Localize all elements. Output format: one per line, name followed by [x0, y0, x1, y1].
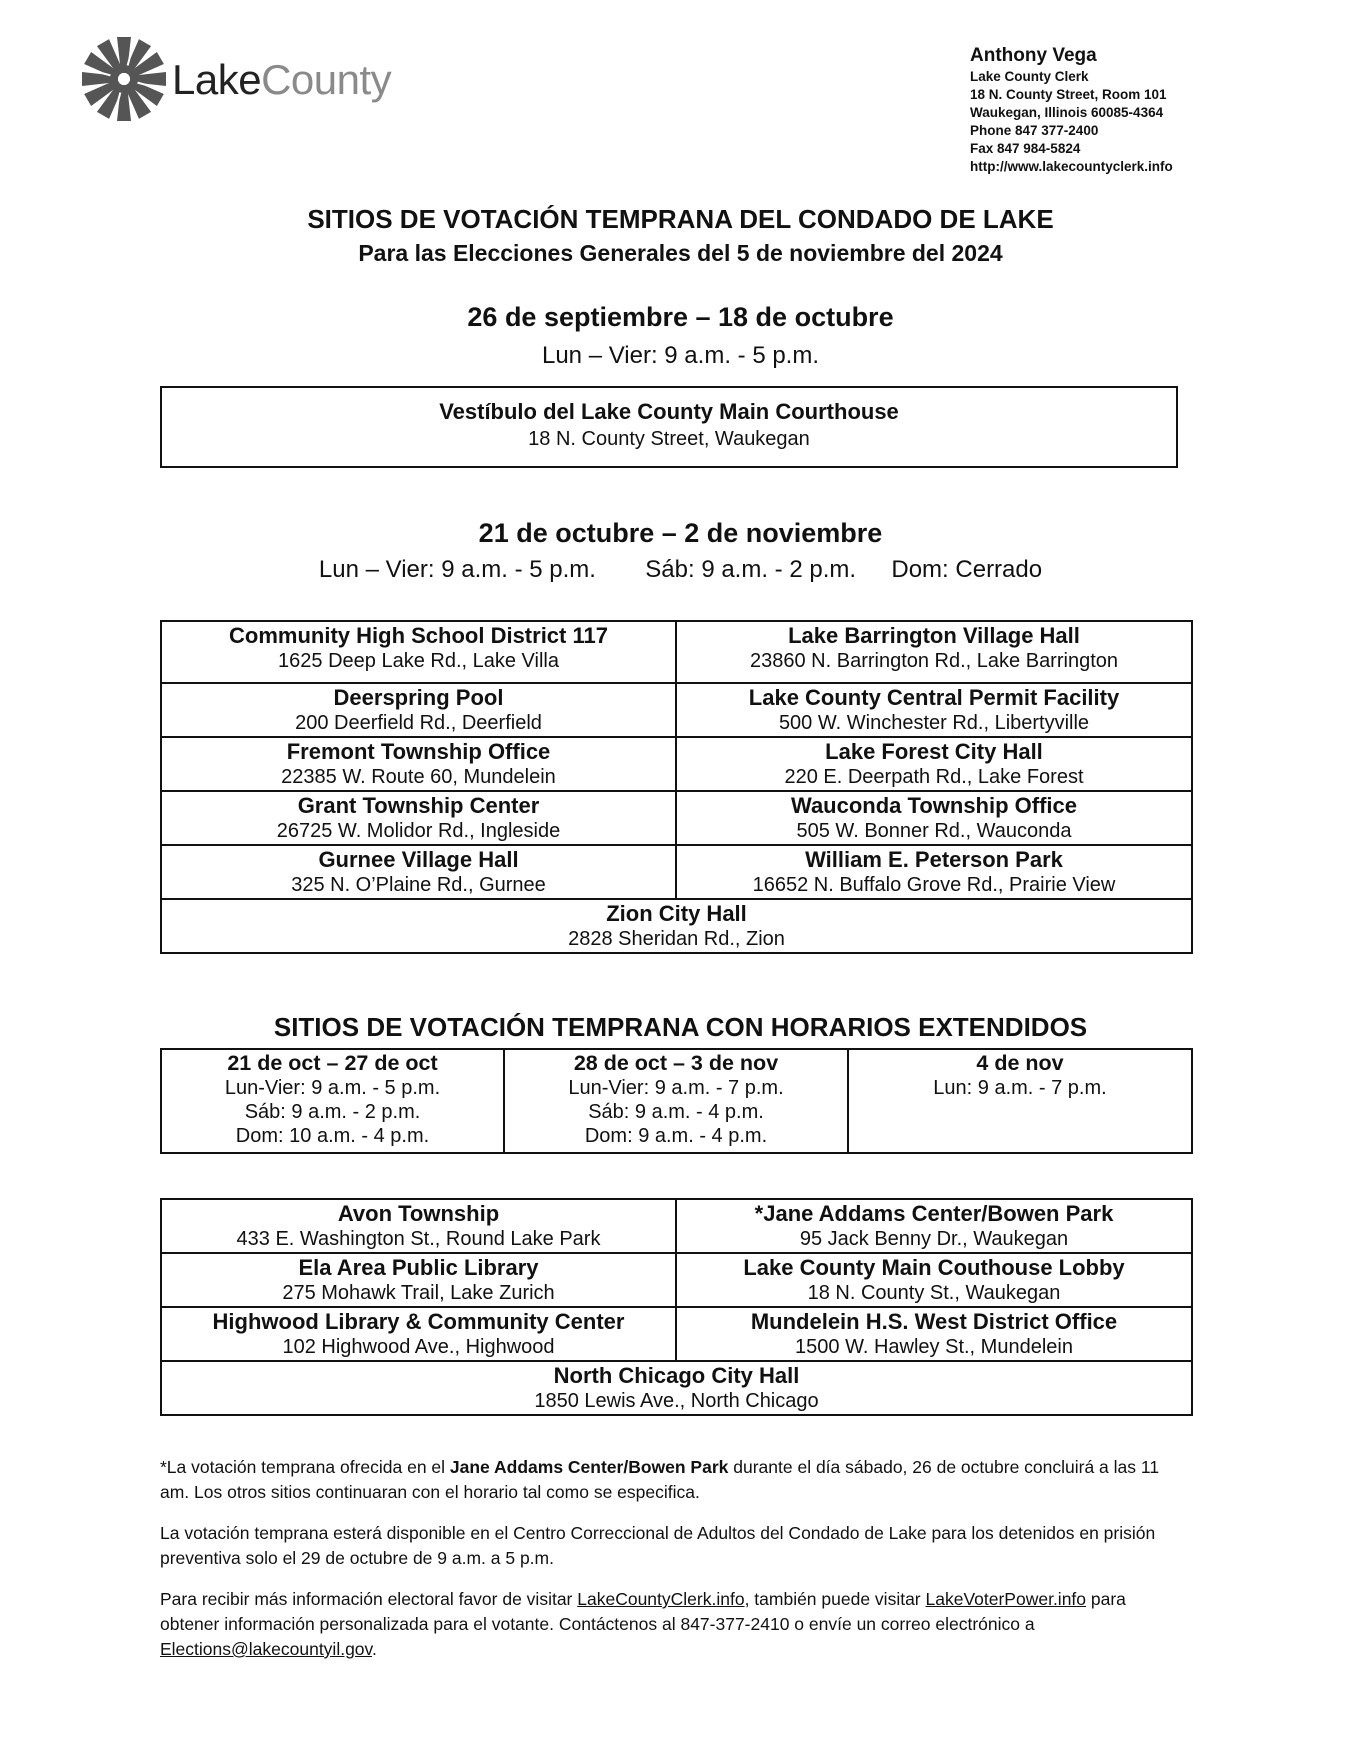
site-address: 26725 W. Molidor Rd., Ingleside: [276, 820, 561, 842]
table-row: [161, 683, 1192, 737]
site-name: Deerspring Pool: [333, 685, 504, 710]
period2-hours-weekday: Lun – Vier: 9 a.m. - 5 p.m.: [318, 556, 596, 583]
site-cell: [161, 899, 1192, 953]
note-text: , también puede visitar: [744, 1589, 926, 1609]
table-row: [161, 1307, 1192, 1361]
voter-power-link[interactable]: LakeVoterPower.info: [925, 1589, 1087, 1609]
hours-line: Lun: 9 a.m. - 7 p.m.: [933, 1077, 1107, 1099]
site-name: Avon Township: [337, 1201, 500, 1226]
note-text: durante el día sábado, 26 de octubre concluirá a las 11 am. Los otros sitios continuaran con el horario tal como se especifica.: [160, 1457, 1160, 1502]
note-text: para obtener información personalizada para el votante. Contáctenos al 847-377-2410 o envíe un correo electrónico a: [160, 1589, 1126, 1634]
site-cell: [676, 1253, 1192, 1307]
site-address: 23860 N. Barrington Rd., Lake Barrington: [750, 650, 1118, 672]
table-row: [161, 845, 1192, 899]
site-address: 505 W. Bonner Rd., Wauconda: [796, 820, 1072, 842]
period2-sites-table: [160, 620, 1193, 954]
period1-site-box: [160, 386, 1178, 468]
site-address: 325 N. O’Plaine Rd., Gurnee: [291, 874, 546, 896]
hours-line: Dom: 10 a.m. - 4 p.m.: [235, 1125, 430, 1147]
site-name: Community High School District 117: [229, 623, 608, 648]
hours-column-title: 28 de oct – 3 de nov: [573, 1051, 779, 1075]
starburst-logo-icon: [82, 34, 166, 124]
site-name: Ela Area Public Library: [298, 1255, 539, 1280]
clerk-title: Lake County Clerk: [970, 69, 1089, 84]
table-row: [161, 899, 1192, 953]
site-name: Gurnee Village Hall: [318, 847, 519, 872]
site-name: Highwood Library & Community Center: [212, 1309, 625, 1334]
hours-column-title: 4 de nov: [976, 1051, 1064, 1075]
table-row: [161, 1361, 1192, 1415]
site-name: Wauconda Township Office: [791, 793, 1077, 818]
site-name: Fremont Township Office: [286, 739, 551, 764]
site-cell: [161, 621, 676, 683]
site-address: 1625 Deep Lake Rd., Lake Villa: [278, 650, 559, 672]
clerk-phone: Phone 847 377-2400: [970, 123, 1099, 138]
site-name: Lake Barrington Village Hall: [788, 623, 1080, 648]
hours-line: Sáb: 9 a.m. - 4 p.m.: [588, 1101, 764, 1123]
note-bold-site: Jane Addams Center/Bowen Park: [449, 1457, 729, 1477]
site-address: 1500 W. Hawley St., Mundelein: [795, 1336, 1073, 1358]
period2-dates: 21 de octubre – 2 de noviembre: [478, 518, 883, 548]
site-cell: [676, 845, 1192, 899]
table-row: [161, 1199, 1192, 1253]
page-title: SITIOS DE VOTACIÓN TEMPRANA DEL CONDADO DE LAKE: [307, 204, 1054, 234]
clerk-name: Anthony Vega: [970, 45, 1097, 66]
table-row: [161, 1049, 1192, 1153]
note-text: *La votación temprana ofrecida en el: [160, 1457, 450, 1477]
site-address: 220 E. Deerpath Rd., Lake Forest: [784, 766, 1084, 788]
clerk-site-link[interactable]: LakeCountyClerk.info: [577, 1589, 745, 1609]
footnotes: [160, 1455, 1170, 1678]
site-address: 95 Jack Benny Dr., Waukegan: [799, 1228, 1069, 1250]
clerk-website: http://www.lakecountyclerk.info: [970, 159, 1173, 174]
period2-hours-sun: Dom: Cerrado: [891, 556, 1043, 583]
site-address: 16652 N. Buffalo Grove Rd., Prairie View: [752, 874, 1116, 896]
note-text: .: [372, 1639, 377, 1659]
site-address: 1850 Lewis Ave., North Chicago: [534, 1390, 819, 1412]
site-address: 433 E. Washington St., Round Lake Park: [236, 1228, 601, 1250]
clerk-city: Waukegan, Illinois 60085-4364: [970, 105, 1164, 120]
clerk-fax: Fax 847 984-5824: [970, 141, 1081, 156]
site-name: Lake County Central Permit Facility: [748, 685, 1120, 710]
extended-title: SITIOS DE VOTACIÓN TEMPRANA CON HORARIOS EXTENDIDOS: [273, 1012, 1088, 1042]
period1-site-name: Vestíbulo del Lake County Main Courthouse: [439, 399, 899, 424]
site-address: 22385 W. Route 60, Mundelein: [281, 766, 556, 788]
period1-dates: 26 de septiembre – 18 de octubre: [467, 302, 894, 332]
site-cell: [676, 737, 1192, 791]
hours-line: Lun-Vier: 9 a.m. - 7 p.m.: [568, 1077, 784, 1099]
period2-hours: [0, 556, 1361, 584]
hours-column-1: [161, 1049, 504, 1153]
site-address: 200 Deerfield Rd., Deerfield: [295, 712, 542, 734]
site-cell: [161, 1307, 676, 1361]
lake-county-logo: [82, 34, 402, 124]
site-cell: [161, 791, 676, 845]
site-address: 500 W. Winchester Rd., Libertyville: [778, 712, 1090, 734]
site-cell: [676, 683, 1192, 737]
table-row: [161, 1253, 1192, 1307]
logo-word-county: County: [261, 56, 392, 103]
clerk-street: 18 N. County Street, Room 101: [970, 87, 1167, 102]
site-cell: [161, 1361, 1192, 1415]
note-text: Para recibir más información electoral favor de visitar: [160, 1589, 578, 1609]
site-name: *Jane Addams Center/Bowen Park: [754, 1201, 1114, 1226]
site-name: William E. Peterson Park: [805, 847, 1063, 872]
site-address: 275 Mohawk Trail, Lake Zurich: [282, 1282, 555, 1304]
table-row: [161, 621, 1192, 683]
site-name: Zion City Hall: [606, 901, 747, 926]
site-cell: [161, 1253, 676, 1307]
period1-site-address: 18 N. County Street, Waukegan: [528, 428, 810, 450]
note-more-info: [160, 1587, 1170, 1662]
site-address: 2828 Sheridan Rd., Zion: [568, 928, 785, 950]
page-subtitle: Para las Elecciones Generales del 5 de noviembre del 2024: [358, 240, 1003, 266]
note-correctional-center: La votación temprana esterá disponible en el Centro Correccional de Adultos del Condado de Lake para los detenidos en prisión preventiva solo el 29 de octubre de 9 a.m. a 5 p.m.: [160, 1523, 1156, 1568]
hours-column-3: [848, 1049, 1192, 1153]
site-name: Grant Township Center: [297, 793, 540, 818]
hours-line: Sáb: 9 a.m. - 2 p.m.: [244, 1101, 421, 1123]
logo-wordmark: [172, 56, 391, 104]
hours-column-2: [504, 1049, 848, 1153]
table-row: [161, 791, 1192, 845]
logo-word-lake: Lake: [172, 56, 262, 103]
site-cell: [161, 737, 676, 791]
site-name: Lake Forest City Hall: [825, 739, 1043, 764]
site-cell: [161, 845, 676, 899]
site-name: Mundelein H.S. West District Office: [750, 1309, 1118, 1334]
period2-hours-sat: Sáb: 9 a.m. - 2 p.m.: [645, 556, 857, 583]
hours-line: Lun-Vier: 9 a.m. - 5 p.m.: [224, 1077, 441, 1099]
site-cell: [161, 1199, 676, 1253]
site-cell: [676, 621, 1192, 683]
site-address: 18 N. County St., Waukegan: [807, 1282, 1061, 1304]
clerk-contact-block: [970, 44, 1340, 176]
note-saturday-hours: [160, 1455, 1170, 1505]
site-cell: [676, 791, 1192, 845]
site-name: North Chicago City Hall: [553, 1363, 800, 1388]
period1-hours: Lun – Vier: 9 a.m. - 5 p.m.: [541, 342, 820, 369]
table-row: [161, 737, 1192, 791]
site-cell: [676, 1307, 1192, 1361]
hours-line: Dom: 9 a.m. - 4 p.m.: [584, 1125, 768, 1147]
extended-hours-table: [160, 1048, 1193, 1154]
site-address: 102 Highwood Ave., Highwood: [282, 1336, 555, 1358]
elections-email-link[interactable]: Elections@lakecountyil.gov: [160, 1639, 372, 1659]
site-cell: [676, 1199, 1192, 1253]
site-cell: [161, 683, 676, 737]
extended-sites-table: [160, 1198, 1193, 1416]
site-name: Lake County Main Couthouse Lobby: [743, 1255, 1125, 1280]
hours-column-title: 21 de oct – 27 de oct: [227, 1051, 438, 1075]
